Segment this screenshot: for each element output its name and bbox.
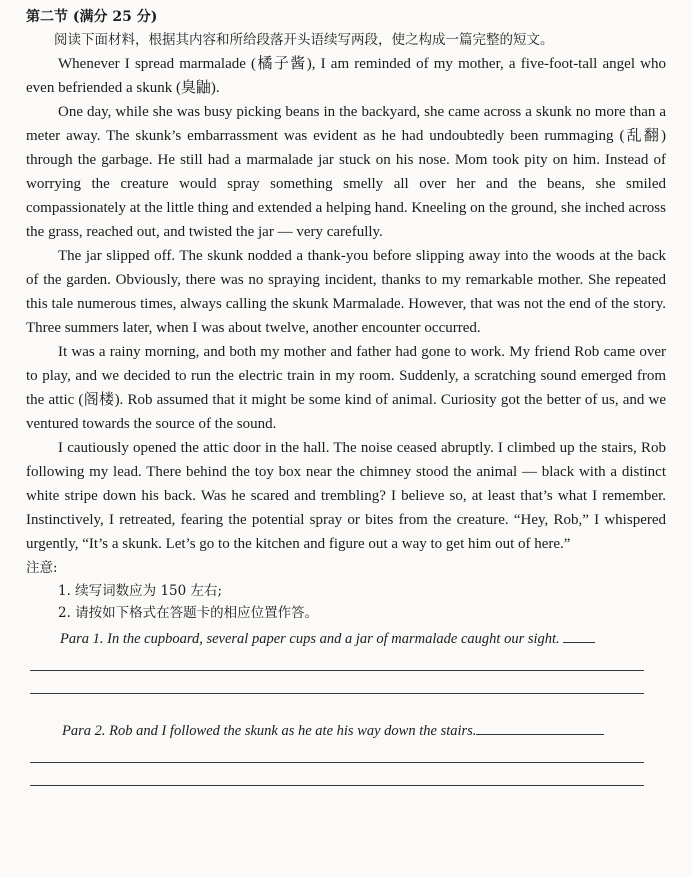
note-item-1: 1. 续写词数应为 150 左右;: [58, 583, 223, 599]
section-heading: 第二节 (满分 25 分): [26, 9, 158, 25]
prompt-para-1-text: Para 1. In the cupboard, several paper cups and a jar of marmalade caught our sight.: [60, 631, 560, 647]
note-item-2: 2. 请按如下格式在答题卡的相应位置作答。: [58, 605, 319, 621]
prompt-para-1: [26, 628, 666, 650]
writing-area-para-1: [26, 628, 666, 694]
answer-line[interactable]: [30, 670, 644, 671]
reading-passage: [26, 52, 666, 556]
answer-blank-inline[interactable]: [476, 720, 604, 735]
answer-blank-inline[interactable]: [563, 628, 595, 643]
passage-paragraph-2: One day, while she was busy picking beans in the backyard, she came across a skunk no more than a meter away. The skunk’s embarrassment was evident as he had undoubtedly been rummaging (乱翻) through the garbage. He still had a marmalade jar stuck on his nose. Mom took pity on him. Instead of worrying the creature would spray something smelly all over her and the beans, she smiled compassionately at the little thing and extended a helping hand. Kneeling on the ground, she inched across the grass, reached out, and twisted the jar — very carefully.: [26, 104, 666, 240]
passage-paragraph-1: Whenever I spread marmalade (橘子酱), I am reminded of my mother, a five-foot-tall angel who even befriended a skunk (臭鼬).: [26, 56, 666, 96]
passage-paragraph-5: I cautiously opened the attic door in the hall. The noise ceased abruptly. I climbed up the stairs, Rob following my lead. There behind the toy box near the chimney stood the animal — black with a distinct white stripe down his back. Was he scared and trembling? I believe so, at least that’s what I remember. Instinctively, I retreated, fearing the potential spray or bites from the creature. “Hey, Rob,” I whispered urgently, “It’s a skunk. Let’s go to the kitchen and figure out a way to get him out of here.”: [26, 440, 666, 552]
writing-area-para-2: [26, 720, 666, 786]
answer-line[interactable]: [30, 785, 644, 786]
answer-line[interactable]: [30, 693, 644, 694]
passage-paragraph-4: It was a rainy morning, and both my mother and father had gone to work. My friend Rob came over to play, and we decided to run the electric train in my room. Suddenly, a scratching sound emerged from the attic (阁楼). Rob assumed that it might be some kind of animal. Curiosity got the better of us, and we ventured towards the source of the sound.: [26, 344, 666, 432]
section-instruction: 阅读下面材料，根据其内容和所给段落开头语续写两段，使之构成一篇完整的短文。: [54, 32, 554, 48]
prompt-para-2-text: Para 2. Rob and I followed the skunk as he ate his way down the stairs.: [62, 723, 477, 739]
prompt-para-2: [26, 720, 666, 742]
notes-heading: 注意:: [26, 560, 58, 576]
passage-paragraph-3: The jar slipped off. The skunk nodded a thank-you before slipping away into the woods at the back of the garden. Obviously, there was no spraying incident, thanks to my remarkable mother. She repeated this tale numerous times, always calling the skunk Marmalade. However, that was not the end of the story. Three summers later, when I was about twelve, another encounter occurred.: [26, 248, 666, 336]
answer-line[interactable]: [30, 762, 644, 763]
